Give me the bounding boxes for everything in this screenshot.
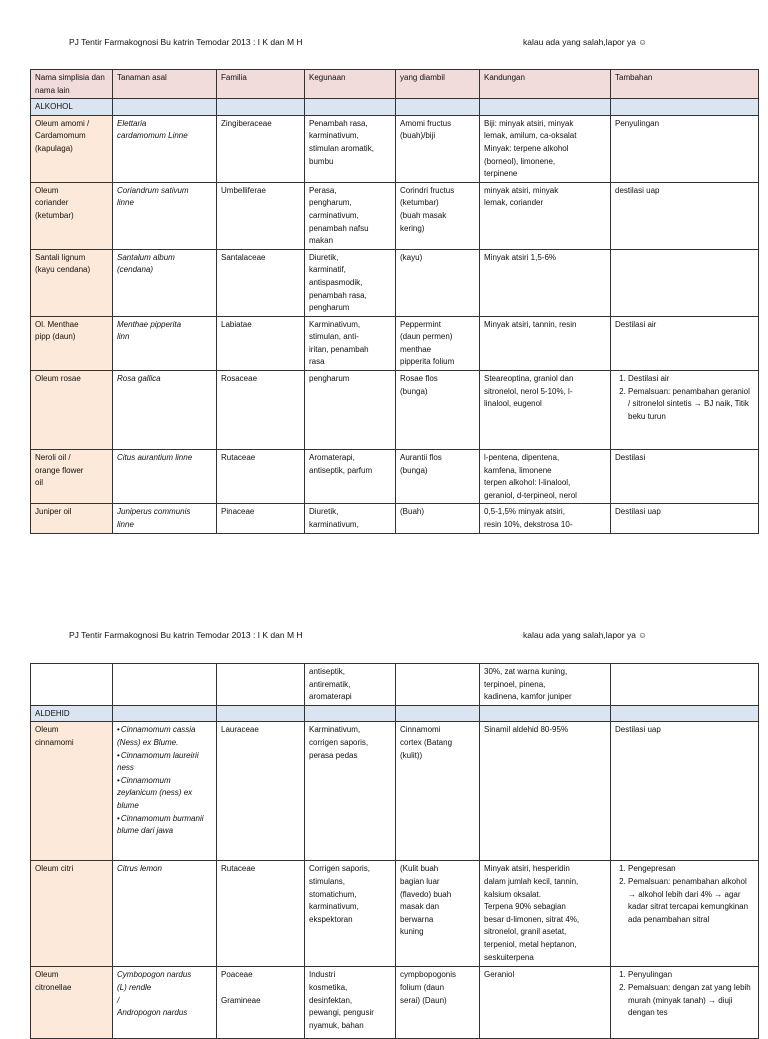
list-item: • Cinnamomum zeylanicum (ness) ex blume — [117, 775, 212, 813]
cell-familia — [217, 115, 305, 182]
cell-text-line: (ketumbar) — [35, 210, 74, 220]
cell-familia — [217, 967, 305, 1039]
cell-kandungan — [480, 182, 611, 249]
cell-text-line: linne — [117, 198, 134, 208]
cell-nama-simplisia — [31, 967, 113, 1039]
cell-text-line: cardamomum Linne — [117, 131, 188, 141]
cell-tanaman-asal — [113, 249, 217, 316]
cell-text-line: Cymbopogon nardus — [117, 970, 192, 980]
cell-text-line: Penyulingan — [615, 118, 660, 128]
cell-familia — [217, 182, 305, 249]
cell-text-line: Peppermint — [400, 319, 441, 329]
list-item: • Cinnamomum cassia (Ness) ex Blume. — [117, 724, 212, 749]
table-row — [31, 249, 759, 316]
cell-kandungan — [480, 664, 611, 706]
cell-text-line: bumbu — [309, 156, 334, 166]
cell-text-line: nyamuk, bahan — [309, 1020, 364, 1030]
cell-text-line: Minyak: terpene alkohol — [484, 143, 569, 153]
cell-text-line: (kulit)) — [400, 750, 423, 760]
column-header: Kegunaan — [305, 70, 396, 99]
cell-text-line: Lauraceae — [221, 725, 259, 735]
cell-text-line: geraniol, d-terpineol, nerol — [484, 490, 577, 500]
table-row — [31, 861, 759, 967]
table-row — [31, 182, 759, 249]
cell-tambahan — [611, 182, 759, 249]
cell-text-line: seskuiterpena — [484, 952, 534, 962]
cell-text-line: karminatif, — [309, 265, 346, 275]
page-header-right: kalau ada yang salah,lapor ya ☺ — [523, 630, 647, 640]
cell-yang-diambil — [396, 115, 480, 182]
cell-nama-simplisia — [31, 504, 113, 533]
cell-kegunaan — [305, 450, 396, 504]
cell-text-line: stimulan aromatik, — [309, 143, 374, 153]
cell-text-line: karminativum, — [309, 131, 359, 141]
cell-kandungan — [480, 967, 611, 1039]
cell-tanaman-asal — [113, 450, 217, 504]
cell-text-line: Gramineae — [221, 995, 261, 1005]
list-item: 2. Pemalsuan: dengan zat yang lebih murah (minyak tanah) → diuji dengan tes — [628, 982, 754, 1020]
table-row — [31, 722, 759, 861]
cell-text-line: Oleum — [35, 185, 59, 195]
cell-text-line: (bunga) — [400, 465, 428, 475]
cell-yang-diambil — [396, 967, 480, 1039]
cell-text-line: pewangi, pengusir — [309, 1008, 374, 1018]
cell-kandungan — [480, 504, 611, 533]
section-row-alkohol — [31, 99, 759, 116]
cell-text-line: ekspektoran — [309, 914, 353, 924]
cell-text-line: pipp (daun) — [35, 332, 76, 342]
cell-text-line: stimulan, anti- — [309, 332, 359, 342]
cell-text-line: (buah masak — [400, 210, 447, 220]
cell-text-line: Amomi fructus — [400, 118, 452, 128]
cell-yang-diambil — [396, 861, 480, 967]
cell-text-line: antiseptik, — [309, 667, 346, 676]
list-item: 1. Pengepresan — [628, 863, 754, 876]
table-row — [31, 967, 759, 1039]
cell-nama-simplisia — [31, 316, 113, 370]
cell-text-line: pengharum, — [309, 198, 352, 208]
cell-text-line: (Kulit buah — [400, 864, 439, 874]
cell-familia — [217, 316, 305, 370]
cell-text-line: Aurantii flos — [400, 453, 442, 463]
cell-tanaman-asal — [113, 371, 217, 450]
cell-text-line: pengharum — [309, 374, 350, 384]
cell-text-line: (buah)/biji — [400, 131, 436, 141]
cell-text-line: cinnamomi — [35, 737, 74, 747]
page-header-left: PJ Tentir Farmakognosi Bu katrin Temodar 2013 : I K dan M H — [69, 37, 303, 47]
cell-text-line: (cendana) — [117, 265, 154, 275]
column-header: Familia — [217, 70, 305, 99]
list-item: • Cinnamomum laureirii ness — [117, 750, 212, 775]
cell-tanaman-asal — [113, 316, 217, 370]
cell-text-line: Menthae pipperita — [117, 319, 182, 329]
cell-kegunaan — [305, 722, 396, 861]
cell-text-line: bagian luar — [400, 876, 440, 886]
cell-text-line: desinfektan, — [309, 995, 353, 1005]
cell-text-line: Rutaceae — [221, 864, 256, 874]
cell-text-line: stimulans, — [309, 876, 346, 886]
cell-text-line: dalam jumlah kecil, tannin, — [484, 876, 579, 886]
cell-text-line: Rosaceae — [221, 374, 258, 384]
cell-text-line: Andropogon nardus — [117, 1008, 188, 1018]
cell-text-line: Santalum album — [117, 252, 175, 262]
cell-text-line: kalsium oksalat. — [484, 889, 541, 899]
cell-tambahan — [611, 861, 759, 967]
cell-text-line: Geraniol — [484, 970, 515, 980]
cell-text-line: linn — [117, 332, 130, 342]
cell-text-line: Oleum amomi / — [35, 118, 90, 128]
list-item: • Cinnamomum burmanii blume dari jawa — [117, 813, 212, 838]
cell-text-line: (kayu) — [400, 252, 423, 262]
cell-text-line: linalool, eugenol — [484, 399, 542, 409]
cell-tambahan — [611, 316, 759, 370]
cell-text-line: Penambah rasa, — [309, 118, 368, 128]
cell-text-line: minyak atsiri, minyak — [484, 185, 559, 195]
cell-text-line: oil — [35, 478, 44, 488]
list-item: 1. Penyulingan — [628, 969, 754, 982]
cell-text-line: (kayu cendana) — [35, 265, 91, 275]
cell-kandungan — [480, 249, 611, 316]
cell-yang-diambil — [396, 316, 480, 370]
cell-text-line: Umbelliferae — [221, 185, 266, 195]
cell-text-line: antispasmodik, — [309, 277, 363, 287]
cell-tanaman-asal — [113, 182, 217, 249]
cell-text-line: Biji: minyak atsiri, minyak — [484, 118, 574, 128]
cell-text-line: Destilasi — [615, 453, 646, 463]
cell-tambahan — [611, 722, 759, 861]
cell-text-line: kadinena, kamfor juniper — [484, 692, 572, 702]
cell-kandungan — [480, 450, 611, 504]
cell-text-line: Diuretik, — [309, 507, 339, 517]
cell-text-line: stomatichum, — [309, 889, 357, 899]
cell-text-line: kosmetika, — [309, 982, 348, 992]
cell-text-line: terpinoel, pinena, — [484, 679, 546, 689]
cell-text-line: Destilasi air — [615, 319, 657, 329]
numbered-list — [615, 863, 754, 926]
cell-text-line: Juniperus communis — [117, 507, 191, 517]
cell-text-line: citronellae — [35, 982, 72, 992]
cell-text-line: l-pentena, dipentena, — [484, 453, 560, 463]
cell-text-line: Destilasi uap — [615, 725, 661, 735]
cell-tanaman-asal — [113, 722, 217, 861]
cell-text-line: Neroli oil / — [35, 453, 71, 463]
cell-text-line: Perasa, — [309, 185, 337, 195]
cell-text-line: (flavedo) buah — [400, 889, 452, 899]
cell-text-line: (L) rendle — [117, 982, 152, 992]
cell-text-line: besar d-limonen, sitrat 4%, — [484, 914, 580, 924]
cell-nama-simplisia — [31, 722, 113, 861]
list-item: 1. Destilasi air — [628, 373, 754, 386]
cell-text-line: makan — [309, 236, 334, 246]
cell-text-line: Minyak atsiri, tannin, resin — [484, 319, 577, 329]
cell-nama-simplisia — [31, 371, 113, 450]
cell-kandungan — [480, 861, 611, 967]
cell-text-line: Minyak atsiri 1,5-6% — [484, 252, 557, 262]
cell-kegunaan — [305, 115, 396, 182]
cell-text-line: Industri — [309, 970, 336, 980]
cell-text-line: Oleum — [35, 725, 59, 735]
cell-text-line — [221, 982, 300, 995]
cell-text-line: cortex (Batang — [400, 737, 453, 747]
column-header: yang diambil — [396, 70, 480, 99]
cell-text-line: terpen alkohol: l-linalool, — [484, 478, 571, 488]
cell-text-line: Karminativum, — [309, 725, 361, 735]
cell-text-line: serai) (Daun) — [400, 995, 447, 1005]
column-header: Tanaman asal — [113, 70, 217, 99]
cell-text-line: orange flower — [35, 465, 84, 475]
cell-text-line: Juniper oil — [35, 507, 72, 517]
cell-text-line: Citus aurantium linne — [117, 453, 193, 463]
cell-tambahan — [611, 504, 759, 533]
cell-text-line: Rosae flos — [400, 374, 438, 384]
section-label: ALDEHID — [31, 705, 113, 722]
cell-text-line: Oleum — [35, 970, 59, 980]
table-row — [31, 371, 759, 450]
cell-yang-diambil — [396, 504, 480, 533]
cell-text-line: terpeniol, metal heptanon, — [484, 939, 577, 949]
cell-text-line: Labiatae — [221, 319, 252, 329]
cell-text-line: Karminativum, — [309, 319, 361, 329]
list-item: 2. Pemalsuan: penambahan alkohol → alkohol lebih dari 4% → agar kadar sitrat tercapai kemungkinan ada penambahan sitral — [628, 876, 754, 926]
cell-text-line: lemak, amilum, ca-oksalat — [484, 131, 577, 141]
cell-text-line: aromaterapi — [309, 692, 352, 702]
column-header: Kandungan — [480, 70, 611, 99]
section-label: ALKOHOL — [31, 99, 113, 116]
cell-text-line: Rutaceae — [221, 453, 256, 463]
table-row — [31, 316, 759, 370]
cell-text-line: penambah nafsu — [309, 223, 369, 233]
cell-tanaman-asal — [113, 504, 217, 533]
cell-yang-diambil — [396, 249, 480, 316]
cell-text-line: linne — [117, 520, 134, 530]
cell-text-line: Cardamomum — [35, 131, 86, 141]
cell-familia — [217, 861, 305, 967]
cell-tambahan — [611, 371, 759, 450]
cell-text-line: (Buah) — [400, 507, 425, 517]
table-row — [31, 115, 759, 182]
cell-text-line: kamfena, limonene — [484, 465, 552, 475]
cell-tanaman-asal — [113, 967, 217, 1039]
cell-text-line: masak dan — [400, 902, 440, 912]
cell-text-line: Elettaria — [117, 118, 147, 128]
simplisia-table-page-1 — [30, 69, 759, 534]
cell-text-line: Rosa gallica — [117, 374, 161, 384]
section-row-aldehid — [31, 705, 759, 722]
cell-kegunaan — [305, 967, 396, 1039]
cell-text-line: antirematik, — [309, 679, 351, 689]
cell-yang-diambil — [396, 371, 480, 450]
cell-text-line: kering) — [400, 223, 425, 233]
cell-text-line: sitronelol, nerol 5-10%, l- — [484, 386, 573, 396]
cell-text-line: berwarna — [400, 914, 434, 924]
cell-text-line: Aromaterapi, — [309, 453, 355, 463]
cell-kegunaan — [305, 249, 396, 316]
cell-yang-diambil — [396, 722, 480, 861]
cell-text-line: Citrus lemon — [117, 864, 162, 874]
cell-text-line: Corindri fructus — [400, 185, 455, 195]
cell-text-line: Minyak atsiri, hesperidin — [484, 864, 570, 874]
cell-text-line: penambah rasa, — [309, 290, 367, 300]
cell-text-line: Corrigen saporis, — [309, 864, 370, 874]
cell-nama-simplisia — [31, 450, 113, 504]
simplisia-table-page-2 — [30, 663, 759, 1039]
cell-text-line: menthae — [400, 344, 432, 354]
cell-nama-simplisia — [31, 115, 113, 182]
cell-text-line: perasa pedas — [309, 750, 358, 760]
list-item: 2. Pemalsuan: penambahan geraniol / sitronelol sintetis → BJ naik, Titik beku turun — [628, 386, 754, 424]
cell-text-line: carminativum, — [309, 210, 359, 220]
cell-text-line: terpinene — [484, 169, 518, 179]
cell-text-line: folium (daun — [400, 982, 445, 992]
cell-tanaman-asal — [113, 115, 217, 182]
cell-nama-simplisia — [31, 861, 113, 967]
numbered-list — [615, 373, 754, 423]
bullet-list — [117, 724, 212, 837]
cell-kegunaan — [305, 664, 396, 706]
cell-yang-diambil — [396, 182, 480, 249]
cell-text-line: (kapulaga) — [35, 143, 73, 153]
cell-text-line: Diuretik, — [309, 252, 339, 262]
cell-text-line: Steareoptina, graniol dan — [484, 374, 574, 384]
cell-text-line: destilasi uap — [615, 185, 660, 195]
cell-text-line: karminativum, — [309, 520, 359, 530]
cell-tambahan — [611, 249, 759, 316]
cell-text-line: Oleum citri — [35, 864, 74, 874]
cell-nama-simplisia — [31, 249, 113, 316]
cell-tambahan — [611, 967, 759, 1039]
cell-text-line: Santali lignum — [35, 252, 86, 262]
cell-text-line: Destilasi uap — [615, 507, 661, 517]
cell-text-line: (borneol), limonene, — [484, 156, 556, 166]
cell-kegunaan — [305, 316, 396, 370]
cell-familia — [217, 249, 305, 316]
cell-text-line: Coriandrum sativum — [117, 185, 189, 195]
cell-text-line: (ketumbar) — [400, 198, 439, 208]
cell-text-line: / — [117, 995, 120, 1005]
cell-text-line: resin 10%, dekstrosa 10- — [484, 520, 573, 530]
cell-text-line: iritan, penambah — [309, 344, 369, 354]
cell-text-line: Terpena 90% sebagian — [484, 902, 566, 912]
cell-text-line: Santalaceae — [221, 252, 266, 262]
cell-kandungan — [480, 371, 611, 450]
cell-text-line: (bunga) — [400, 386, 428, 396]
column-header: Nama simplisia dan nama lain — [31, 70, 113, 99]
page-header-right: kalau ada yang salah,lapor ya ☺ — [523, 37, 647, 47]
cell-kandungan — [480, 115, 611, 182]
cell-kandungan — [480, 722, 611, 861]
cell-text-line: sitronelol, granil asetat, — [484, 927, 567, 937]
cell-kegunaan — [305, 861, 396, 967]
cell-familia — [217, 450, 305, 504]
cell-tanaman-asal — [113, 861, 217, 967]
page-header-left: PJ Tentir Farmakognosi Bu katrin Temodar 2013 : I K dan M H — [69, 630, 303, 640]
cell-nama-simplisia — [31, 182, 113, 249]
cell-familia — [217, 504, 305, 533]
cell-text-line: 30%, zat warna kuning, — [484, 667, 568, 676]
cell-text-line: lemak, coriander — [484, 198, 544, 208]
cell-kegunaan — [305, 182, 396, 249]
table-row — [31, 450, 759, 504]
cell-text-line: antiseptik, parfum — [309, 465, 373, 475]
cell-text-line: Pinaceae — [221, 507, 255, 517]
cell-tambahan — [611, 450, 759, 504]
cell-text-line: Oleum rosae — [35, 374, 81, 384]
table-header-row — [31, 70, 759, 99]
cell-text-line: pipperita folium — [400, 357, 455, 367]
cell-text-line: Ol. Menthae — [35, 319, 79, 329]
cell-text-line: rasa — [309, 357, 325, 367]
cell-familia — [217, 371, 305, 450]
cell-kegunaan — [305, 504, 396, 533]
table-row — [31, 504, 759, 533]
numbered-list — [615, 969, 754, 1019]
table-row-continued — [31, 664, 759, 706]
cell-text-line: Zingiberaceae — [221, 118, 272, 128]
cell-text-line: coriander — [35, 198, 69, 208]
cell-text-line: Poaceae — [221, 970, 253, 980]
cell-text-line: kuning — [400, 927, 424, 937]
cell-text-line: Cinnamomi — [400, 725, 441, 735]
cell-kandungan — [480, 316, 611, 370]
cell-yang-diambil — [396, 450, 480, 504]
cell-text-line: (daun permen) — [400, 332, 453, 342]
cell-text-line: corrigen saporis, — [309, 737, 369, 747]
cell-kegunaan — [305, 371, 396, 450]
column-header: Tambahan — [611, 70, 759, 99]
cell-text-line: Sinamil aldehid 80-95% — [484, 725, 569, 735]
cell-familia — [217, 722, 305, 861]
cell-text-line: 0,5-1,5% minyak atsiri, — [484, 507, 565, 517]
cell-tambahan — [611, 115, 759, 182]
cell-text-line: pengharum — [309, 303, 350, 313]
cell-text-line: karminativum, — [309, 902, 359, 912]
cell-text-line: cympbopogonis — [400, 970, 457, 980]
